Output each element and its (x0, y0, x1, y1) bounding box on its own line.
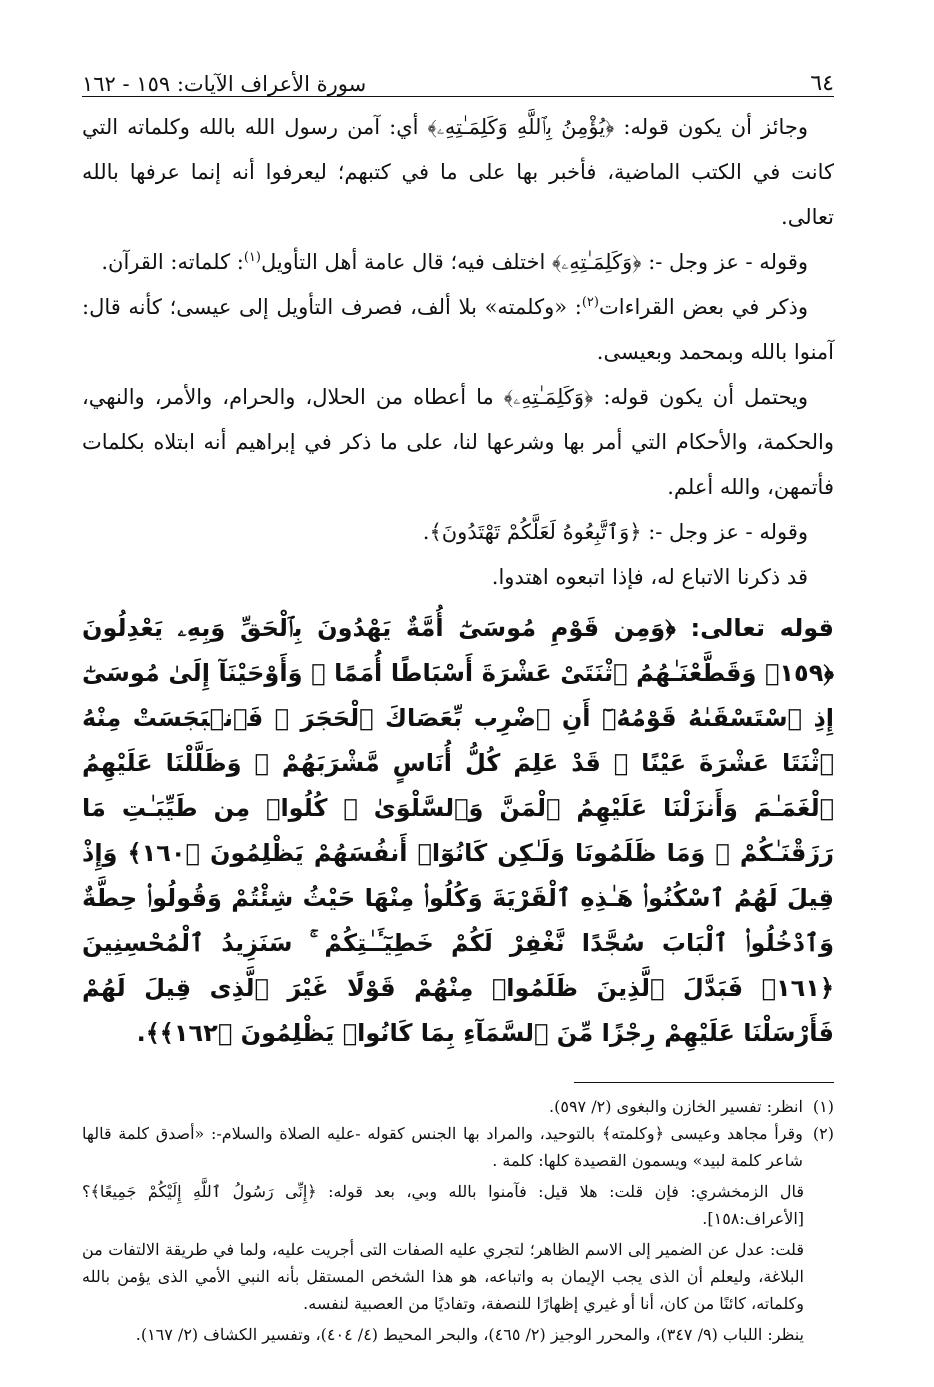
footnote-marker-1: (١) (243, 250, 261, 265)
verse-lead: قوله تعالى: (690, 614, 835, 642)
footnote-2-text: وقرأ مجاهد وعيسى ﴿وكلمته﴾ بالتوحيد، والمراد بها الجنس كقوله -عليه الصلاة والسلام-: «أصدق كلمة قالها شاعر كلمة لبيد» ويسمون القصيدة كلها: كلمة . (82, 1124, 803, 1170)
page-number: ٦٤ (810, 71, 834, 96)
paragraph-3 (82, 285, 834, 375)
paragraph-3-tail: : «وكلمته» بلا ألف، فصرف التأويل إلى عيسى؛ كأنه قال: آمنوا بالله وبمحمد وبعيسى. (82, 295, 834, 364)
main-text (82, 105, 834, 600)
footnotes (82, 1093, 834, 1348)
paragraph-1: وجائز أن يكون قوله: ﴿يُؤْمِنُ بِٱللَّهِ وَكَلِمَـٰتِهِۦ﴾ أي: آمن رسول الله بالله وكلماته التي كانت في الكتب الماضية، فأخبر بها على ما في كتبهم؛ ليعرفوا أنه إنما عرفها بالله تعالى. (82, 115, 834, 229)
quran-verses (82, 606, 834, 1056)
book-page (82, 52, 834, 1350)
paragraph-2-text: وقوله - عز وجل -: ﴿وَكَلِمَـٰتِهِۦ﴾ اختلف فيه؛ قال عامة أهل التأويل (260, 250, 808, 274)
verse-text: ﴿وَمِن قَوْمِ مُوسَىٰٓ أُمَّةٌ يَهْدُونَ بِٱلْحَقِّ وَبِهِۦ يَعْدِلُونَ ﴿١٥٩﴾ وَقَطَّعْنَـٰهُمُ ٱثْنَتَىْ عَشْرَةَ أَسْبَاطًا أُمَمًا ۚ وَأَوْحَيْنَآ إِلَىٰ مُوسَىٰٓ إِذِ ٱسْتَسْقَىٰهُ قَوْمُهُۥٓ أَنِ ٱضْرِب بِّعَصَاكَ ٱلْحَجَرَ ۖ فَٱنۢبَجَسَتْ مِنْهُ ٱثْنَتَا عَشْرَةَ عَيْنًا ۖ قَدْ عَلِمَ كُلُّ أُنَاسٍ مَّشْرَبَهُمْ ۚ وَظَلَّلْنَا عَلَيْهِمُ ٱلْغَمَـٰمَ وَأَنزَلْنَا عَلَيْهِمُ ٱلْمَنَّ وَٱلسَّلْوَىٰ ۖ كُلُوا۟ مِن طَيِّبَـٰتِ مَا رَزَقْنَـٰكُمْ ۚ وَمَا ظَلَمُونَا وَلَـٰكِن كَانُوٓا۟ أَنفُسَهُمْ يَظْلِمُونَ ﴿١٦٠﴾ وَإِذْ قِيلَ لَهُمُ ٱسْكُنُوا۟ هَـٰذِهِ ٱلْقَرْيَةَ وَكُلُوا۟ مِنْهَا حَيْثُ شِئْتُمْ وَقُولُوا۟ حِطَّةٌ وَٱدْخُلُوا۟ ٱلْبَابَ سُجَّدًا نَّغْفِرْ لَكُمْ خَطِيٓـَٔـٰتِكُمْ ۚ سَنَزِيدُ ٱلْمُحْسِنِينَ ﴿١٦١﴾ فَبَدَّلَ ٱلَّذِينَ ظَلَمُوا۟ مِنْهُمْ قَوْلًا غَيْرَ ٱلَّذِى قِيلَ لَهُمْ فَأَرْسَلْنَا عَلَيْهِمْ رِجْزًا مِّنَ ٱلسَّمَآءِ بِمَا كَانُوا۟ يَظْلِمُونَ ﴿١٦٢﴾﴾. (82, 614, 834, 1047)
paragraph-3-text: وذكر في بعض القراءات (598, 295, 808, 319)
footnote-divider (574, 1082, 834, 1083)
footnote-2-zamakhshari: قال الزمخشري: فإن قلت: هلا قيل: فآمنوا بالله وبي، بعد قوله: ﴿إِنِّى رَسُولُ ٱللَّهِ إِلَيْكُمْ جَمِيعًا﴾؟[الأعراف:١٥٨]. (82, 1182, 804, 1228)
paragraph-4: ويحتمل أن يكون قوله: ﴿وَكَلِمَـٰتِهِۦ﴾ ما أعطاه من الحلال، والحرام، والأمر، والنهي، والحكمة، والأحكام التي أمر بها وشرعها لنا، على ما ذكر في إبراهيم أنه ابتلاه بكلمات فأتمهن، والله أعلم. (82, 385, 834, 499)
paragraph-2-tail: : كلماته: القرآن. (101, 250, 244, 274)
paragraph-2 (82, 240, 834, 285)
footnote-1-text: انظر: تفسير الخازن والبغوى (٢/ ٥٩٧). (549, 1097, 803, 1116)
paragraph-6: قد ذكرنا الاتباع له، فإذا اتبعوه اهتدوا. (491, 565, 808, 589)
footnote-2-references: ينظر: اللباب (٩/ ٣٤٧)، والمحرر الوجيز (٢/ ٤٦٥)، والبحر المحيط (٤/ ٤٠٤)، وتفسير الكشاف (٢/ ١٦٧). (135, 1325, 804, 1344)
running-title: سورة الأعراف الآيات: ١٥٩ - ١٦٢ (82, 72, 367, 96)
footnote-2 (82, 1120, 834, 1174)
footnote-1 (82, 1093, 834, 1120)
footnote-2-answer: قلت: عدل عن الضمير إلى الاسم الظاهر؛ لتجري عليه الصفات التى أجريت عليه، ولما في طريقة الالتفات من البلاغة، وليعلم أن الذى يجب الإيمان به واتباعه، هو هذا الشخص المستقل بأنه النبي الأمي الذى يؤمن بالله وكلماته، كائنًا من كان، أنا أو غيري إظهارًا للنصفة، وتفاديًا من العصبية لنفسه. (82, 1240, 804, 1313)
footnote-2-number: (٢) (812, 1124, 834, 1143)
footnote-marker-2: (٢) (581, 295, 599, 310)
paragraph-5: وقوله - عز وجل -: ﴿وَٱتَّبِعُوهُ لَعَلَّكُمْ تَهْتَدُونَ﴾. (422, 520, 808, 544)
footnote-1-number: (١) (812, 1097, 834, 1116)
page-header (82, 52, 834, 97)
